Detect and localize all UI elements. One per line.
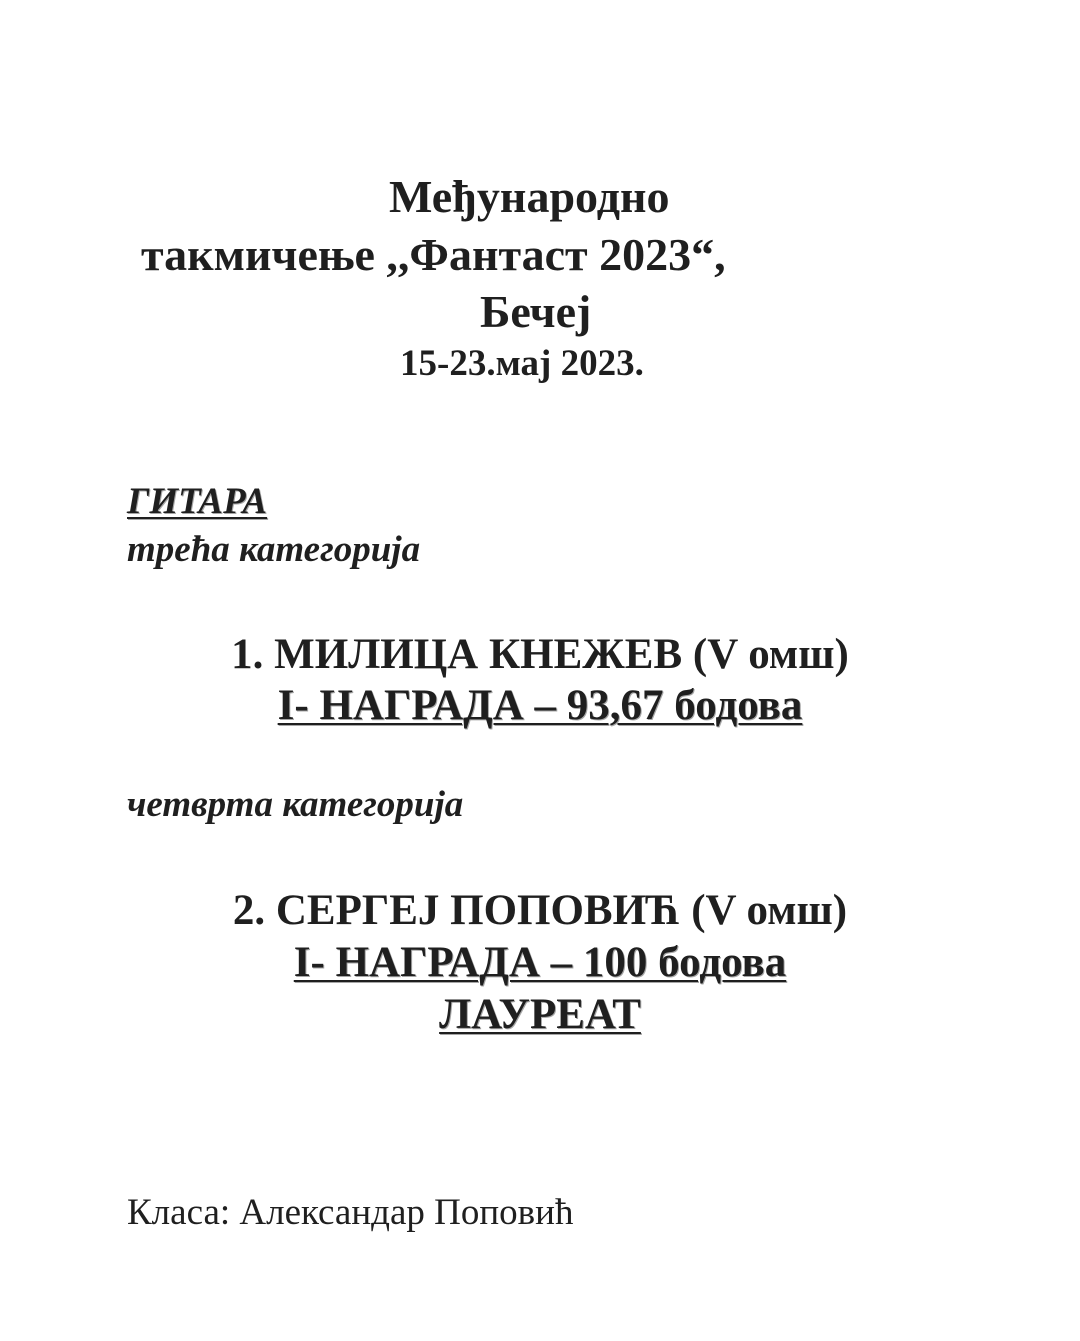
result-1-entry: 1. МИЛИЦА КНЕЖЕВ (V омш) <box>231 631 849 678</box>
result-1-award-text: I- НАГРАДА – 93,67 бодова <box>277 682 803 729</box>
header-title-line2: такмичење ,,Фантаст 2023“, <box>141 229 726 280</box>
header-title-line1: Међународно <box>389 171 670 222</box>
result-2-award-text: I- НАГРАДА – 100 бодова <box>293 939 787 986</box>
class-teacher: Класа: Александар Поповић <box>127 1192 574 1233</box>
category-three-label: трећа категорија <box>127 529 421 570</box>
result-2-award <box>0 938 1080 987</box>
result-2-title-text: ЛАУРЕАТ <box>439 991 641 1038</box>
result-1-award <box>0 681 1080 730</box>
instrument-heading: ГИТАРА <box>127 481 268 522</box>
result-2-entry: 2. СЕРГЕЈ ПОПОВИЋ (V омш) <box>232 887 848 934</box>
header-location: Бечеј <box>480 286 592 337</box>
header-dates: 15-23.мај 2023. <box>400 343 644 384</box>
category-four-label: четврта категорија <box>127 784 464 825</box>
result-2-title <box>0 990 1080 1039</box>
